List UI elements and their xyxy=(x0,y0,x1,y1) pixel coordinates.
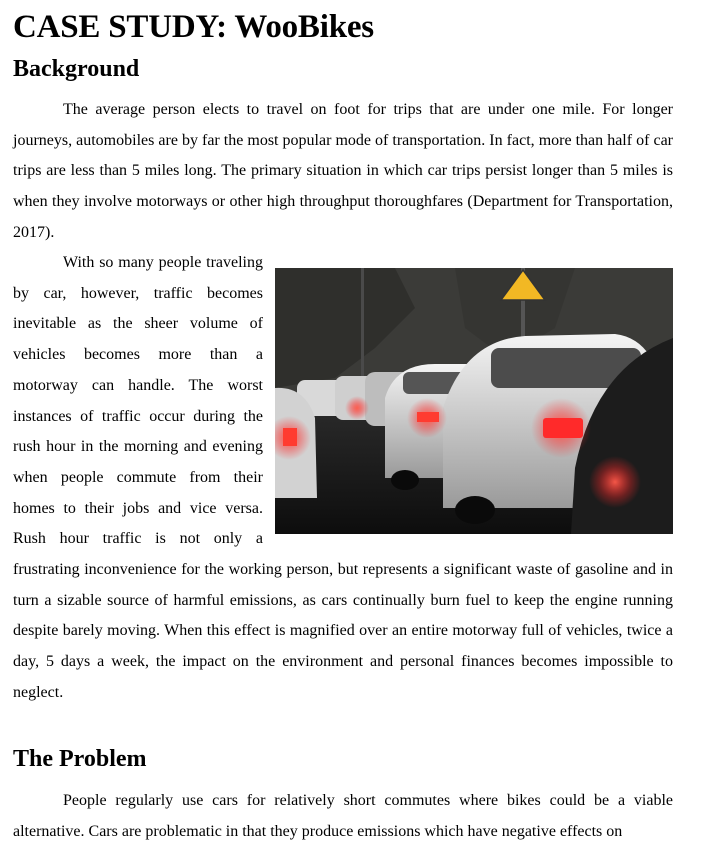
traffic-jam-photo xyxy=(275,268,673,534)
section-heading-background: Background xyxy=(13,56,140,82)
document-title: CASE STUDY: WooBikes xyxy=(13,9,374,45)
background-paragraph-2-container xyxy=(13,248,673,709)
background-paragraph-1: The average person elects to travel on foot for trips that are under one mile. For longer journeys, automobiles are by far the most popular mode of transportation. In fact, more than half of car trips are less than 5 miles long. The primary situation in which car trips persist longer than 5 miles is when they involve motorways or other high throughput thoroughfares (Department for Transportation, 2017). xyxy=(13,101,673,241)
background-paragraph-2: With so many people traveling by car, however, traffic becomes inevitable as the sheer volume of vehicles becomes more than a motorway can handle. The worst instances of traffic occur during the rush hour in the morning and evening when people commute from their homes to their jobs and vice versa. Rush hour traffic is not only a frustrating inconvenience for the working person, but represents a significant waste of gasoline and in turn a sizable source of harmful emissions, as cars continually burn fuel to keep the engine running despite barely moving. When this effect is magnified over an entire motorway full of vehicles, twice a day, 5 days a week, the impact on the environment and personal finances becomes impossible to neglect. xyxy=(13,254,673,701)
section-heading-problem: The Problem xyxy=(13,746,147,772)
problem-paragraph-1: People regularly use cars for relatively short commutes where bikes could be a viable alternative. Cars are problematic in that they produce emissions which have negative effects on xyxy=(13,792,673,840)
